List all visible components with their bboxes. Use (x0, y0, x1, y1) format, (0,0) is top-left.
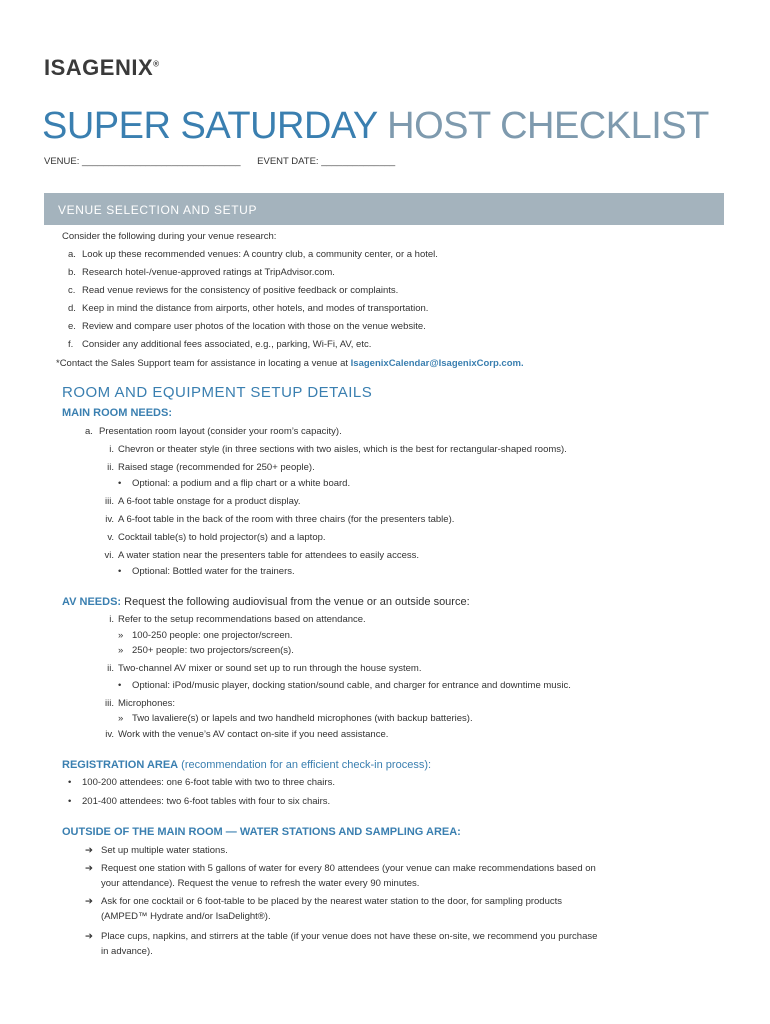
list-item: iv. Work with the venue’s AV contact on-site if you need assistance. (105, 729, 389, 740)
list-item: a. Look up these recommended venues: A country club, a community center, or a hotel. (68, 249, 438, 260)
event-fields (44, 156, 395, 167)
list-item: b. Research hotel-/venue-approved ratings at TripAdvisor.com. (68, 267, 335, 278)
list-item: • 201-400 attendees: two 6-foot tables with four to six chairs. (68, 796, 331, 807)
list-item-continued: in advance). (101, 946, 153, 957)
list-item: vi. A water station near the presenters table for attendees to easily access. (104, 550, 420, 561)
arrow-icon: ➔ (85, 845, 93, 856)
venue-section-title: VENUE SELECTION AND SETUP (58, 203, 258, 217)
sub-item: • Optional: Bottled water for the trainers. (118, 566, 295, 577)
event-date-field[interactable]: EVENT DATE: ______________ (257, 156, 396, 167)
room-section-heading: ROOM AND EQUIPMENT SETUP DETAILS (62, 384, 373, 401)
sub-item: » 250+ people: two projectors/screen(s). (118, 645, 294, 656)
list-item: ➔ Ask for one cocktail or 6 foot-table to be placed by the nearest water station to the door, for sampling products (85, 896, 563, 907)
contact-email-link[interactable]: IsagenixCalendar@IsagenixCorp.com. (350, 358, 524, 369)
sub-item: » Two lavaliere(s) or lapels and two handheld microphones (with backup batteries). (118, 713, 473, 724)
list-item: a. Presentation room layout (consider your room’s capacity). (85, 426, 342, 437)
title-part-1: SUPER SATURDAY (42, 105, 378, 147)
list-item: c. Read venue reviews for the consistency of positive feedback or complaints. (68, 285, 399, 296)
venue-note: *Contact the Sales Support team for assistance in locating a venue at IsagenixCalendar@IsagenixCorp.com. (56, 358, 524, 369)
venue-field[interactable]: VENUE: ______________________________ (44, 156, 241, 167)
outside-room-heading: OUTSIDE OF THE MAIN ROOM — WATER STATIONS AND SAMPLING AREA: (62, 826, 461, 838)
list-item: ➔ Set up multiple water stations. (85, 845, 228, 856)
arrow-icon: ➔ (85, 863, 93, 874)
venue-intro: Consider the following during your venue research: (62, 231, 277, 242)
list-item: e. Review and compare user photos of the location with those on the venue website. (68, 321, 426, 332)
list-item: iii. Microphones: (105, 698, 176, 709)
list-item: iv. A 6-foot table in the back of the room with three chairs (for the presenters table). (105, 514, 455, 525)
list-item: ii. Raised stage (recommended for 250+ people). (107, 462, 315, 473)
list-item: i. Chevron or theater style (in three sections with two aisles, which is the best for rectangular-shaped rooms). (109, 444, 567, 455)
sub-item: » 100-250 people: one projector/screen. (118, 630, 293, 641)
list-item: iii. A 6-foot table onstage for a product display. (105, 496, 301, 507)
arrow-icon: ➔ (85, 931, 93, 942)
sub-item: • Optional: iPod/music player, docking station/sound cable, and charger for entrance and downtime music. (118, 680, 571, 691)
list-item: f. Consider any additional fees associated, e.g., parking, Wi-Fi, AV, etc. (68, 339, 372, 350)
list-item: ii. Two-channel AV mixer or sound set up to run through the house system. (107, 663, 422, 674)
list-item: ➔ Request one station with 5 gallons of water for every 80 attendees (your venue can make recommendations based on (85, 863, 596, 874)
list-item: ➔ Place cups, napkins, and stirrers at the table (if your venue does not have these on-site, we recommend you purchase (85, 931, 598, 942)
list-item-continued: your attendance). Request the venue to refresh the water every 90 minutes. (101, 878, 420, 889)
sub-item: • Optional: a podium and a flip chart or a white board. (118, 478, 351, 489)
list-item: v. Cocktail table(s) to hold projector(s) and a laptop. (107, 532, 326, 543)
list-item: d. Keep in mind the distance from airports, other hotels, and modes of transportation. (68, 303, 429, 314)
registration-heading: REGISTRATION AREA (recommendation for an efficient check-in process): (62, 759, 432, 771)
av-needs-heading: AV NEEDS: Request the following audiovisual from the venue or an outside source: (62, 596, 470, 608)
isagenix-logo: ISAGENIX® (44, 55, 160, 80)
page-title (42, 105, 709, 148)
list-item: • 100-200 attendees: one 6-foot table with two to three chairs. (68, 777, 335, 788)
main-room-heading: MAIN ROOM NEEDS: (62, 407, 172, 419)
title-part-2: HOST CHECKLIST (387, 105, 709, 147)
venue-section-banner (44, 193, 724, 225)
list-item-continued: (AMPED™ Hydrate and/or IsaDelight®). (101, 911, 271, 922)
arrow-icon: ➔ (85, 896, 93, 907)
list-item: i. Refer to the setup recommendations based on attendance. (109, 614, 366, 625)
